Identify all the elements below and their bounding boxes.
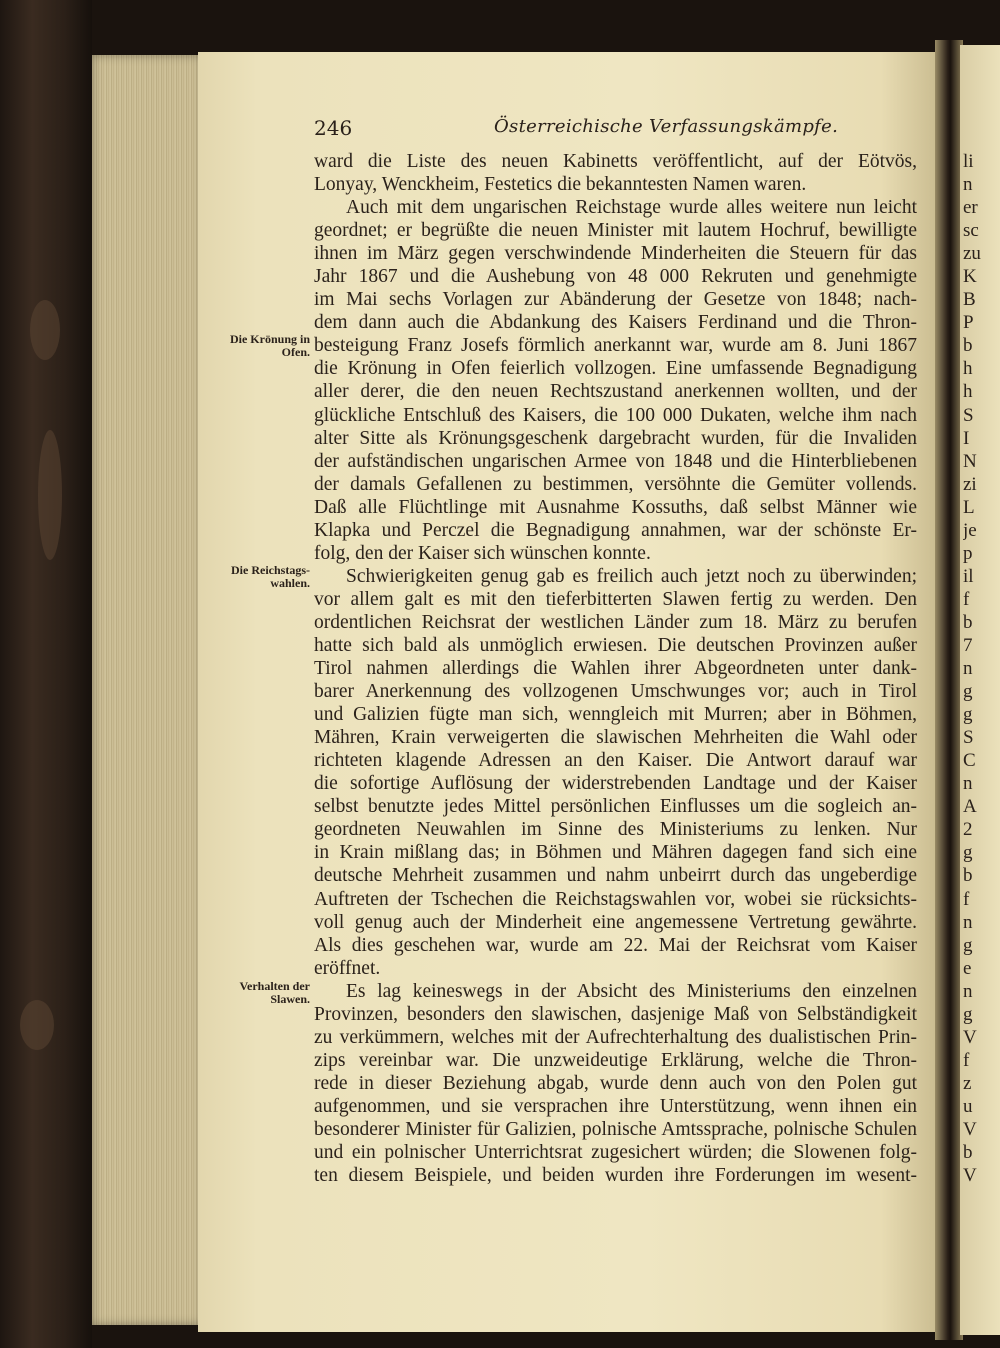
text-line: voll genug auch der Minderheit eine angemessene Vertretung gewährte. — [314, 911, 917, 933]
text-line: und Galizien fügte man sich, wenngleich mit Murren; aber in Böhmen, — [314, 704, 917, 726]
right-page-fragment: b — [963, 1142, 973, 1164]
right-page-fragment: sc — [963, 220, 979, 242]
right-page-fragment: V — [963, 1165, 977, 1187]
text-line: Schwierigkeiten genug gab es freilich auch jetzt noch zu überwinden; — [346, 565, 917, 587]
text-line: Als dies geschehen war, wurde am 22. Mai der Reichsrat vom Kaiser — [314, 934, 917, 956]
text-line: Daß alle Flüchtlinge mit Ausnahme Kossuths, daß selbst Männer wie — [314, 496, 917, 518]
text-line: aller derer, die den neuen Rechtszustand anerkennen wollten, und der — [314, 381, 917, 403]
right-page-fragment: S — [963, 404, 974, 426]
right-page-fragment: er — [963, 197, 978, 219]
right-page-fragment: K — [963, 266, 977, 288]
text-line: Auch mit dem ungarischen Reichstage wurde alles weitere nun leicht — [346, 197, 917, 219]
text-line: vor allem galt es mit den tieferbitterten Slawen fertig zu werden. Den — [314, 588, 917, 610]
right-page-fragment: b — [963, 611, 973, 633]
text-line: geordnet; er begrüßte die neuen Minister mit lautem Hochruf, bewilligte — [314, 220, 917, 242]
text-line: folg, den der Kaiser sich wünschen konnte. — [314, 542, 651, 564]
right-page-fragment: n — [963, 658, 973, 680]
text-line: selbst benutzte jedes Mittel persönlichen Einflusses um die sogleich an- — [314, 796, 917, 818]
text-line: Tirol nahmen allerdings die Wahlen ihrer Abgeordneten unter dank- — [314, 658, 917, 680]
text-line: Auftreten der Tschechen die Reichstagswahlen vor, wobei sie rücksichts- — [314, 888, 917, 910]
right-page-text-fragments — [963, 150, 1000, 1187]
right-page-fragment: n — [963, 980, 973, 1002]
text-line: in Krain mißlang das; in Böhmen und Mähren dagegen fand sich eine — [314, 842, 917, 864]
right-page-fragment: B — [963, 289, 976, 311]
book-gutter — [935, 40, 963, 1340]
text-line: zu verkümmern, welches mit der Aufrechterhaltung des dualistischen Prin- — [314, 1026, 917, 1048]
text-line: aufgenommen, und sie versprachen ihre Unterstützung, wenn ihnen ein — [314, 1095, 917, 1117]
page-number: 246 — [314, 116, 353, 140]
text-line: zips vereinbar war. Die unzweideutige Erklärung, welche die Thron- — [314, 1049, 917, 1071]
right-page-fragment: N — [963, 450, 977, 472]
text-line: alter Sitte als Krönungsgeschenk dargebracht wurden, für die Invaliden — [314, 427, 917, 449]
text-line: deutsche Mehrheit zusammen und nahm unbeirrt durch das ungeberdige — [314, 865, 917, 887]
text-line: Provinzen, besonders den slawischen, dasjenige Maß von Selbständigkeit — [314, 1003, 917, 1025]
text-line: eröffnet. — [314, 957, 381, 979]
text-line: im Mai sechs Vorlagen zur Abänderung der Gesetze von 1848; nach- — [314, 289, 917, 311]
right-page-fragment: il — [963, 565, 974, 587]
text-line: rede in dieser Beziehung abgab, wurde denn auch von den Polen gut — [314, 1072, 917, 1094]
text-line: dem dann auch die Abdankung des Kaisers Ferdinand und die Thron- — [314, 312, 917, 334]
text-line: der aufständischen ungarischen Armee von 1848 und die Hinterbliebenen — [314, 450, 917, 472]
right-page-fragment: li — [963, 151, 974, 172]
right-page-fragment: P — [963, 312, 974, 334]
right-page-fragment: A — [963, 796, 977, 818]
right-page-fragment: 2 — [963, 819, 973, 841]
text-line: Es lag keineswegs in der Absicht des Ministeriums den einzelnen — [346, 980, 917, 1002]
text-line: ihnen im März gegen verschwindende Minderheiten die Steuern für das — [314, 243, 917, 265]
right-page-fragment: g — [963, 934, 973, 956]
right-page-fragment: V — [963, 1118, 977, 1140]
running-title: Österreichische Verfassungskämpfe. — [494, 116, 839, 137]
right-page-fragment: b — [963, 335, 973, 357]
right-page-fragment: p — [963, 542, 973, 564]
text-line: ten diesem Beispiele, und beiden wurden ihre Forderungen im wesent- — [314, 1165, 917, 1187]
margin-note-slawen: Verhalten der Slawen. — [239, 979, 310, 1006]
text-line: ward die Liste des neuen Kabinetts veröffentlicht, auf der Eötvös, — [314, 151, 917, 172]
right-page-fragment: C — [963, 750, 976, 772]
right-page-fragment: zi — [963, 473, 977, 495]
right-page-fragment: 7 — [963, 634, 973, 656]
text-line: geordneten Neuwahlen im Sinne des Ministeriums zu lenken. Nur — [314, 819, 917, 841]
right-page-fragment: n — [963, 911, 973, 933]
right-page-fragment: u — [963, 1095, 973, 1117]
text-line: Klapka und Perczel die Begnadigung annahmen, war der schönste Er- — [314, 519, 917, 541]
text-line: richteten klagende Adressen an den Kaiser. Die Antwort darauf war — [314, 750, 917, 772]
right-page-fragment: g — [963, 842, 973, 864]
text-line: besonderer Minister für Galizien, polnische Amtssprache, polnische Schulen — [314, 1118, 917, 1140]
right-page-fragment: je — [963, 519, 977, 541]
right-page-fragment: z — [963, 1072, 972, 1094]
text-line: und ein polnischer Unterrichtsrat zugesichert würden; die Slowenen folg- — [314, 1142, 917, 1164]
book-cover-edge — [0, 0, 92, 1348]
text-line: Lonyay, Wenckheim, Festetics die bekanntesten Namen waren. — [314, 174, 807, 196]
right-page-fragment: f — [963, 888, 970, 910]
text-line: die sofortige Auflösung der widerstrebenden Landtage und der Kaiser — [314, 773, 917, 795]
right-page-fragment: L — [963, 496, 975, 518]
text-line: glückliche Entschluß des Kaisers, die 100 000 Dukaten, welche ihm nach — [314, 404, 917, 426]
cover-wear-mark — [38, 430, 62, 560]
right-page-fragment: f — [963, 588, 970, 610]
right-page-fragment: h — [963, 381, 973, 403]
right-page-fragment: n — [963, 773, 973, 795]
body-text — [314, 150, 917, 1187]
text-line: die Krönung in Ofen feierlich vollzogen. Eine umfassende Begnadigung — [314, 358, 917, 380]
text-line: barer Anerkennung des vollzogenen Umschwunges vor; auch in Tirol — [314, 681, 917, 703]
right-page-fragment: V — [963, 1026, 977, 1048]
right-page-fragment: zu — [963, 243, 981, 265]
margin-note-reichstagswahlen: Die Reichstags-wahlen. — [231, 563, 310, 590]
text-line: ordentlichen Reichsrat der westlichen Länder zum 18. März zu berufen — [314, 611, 917, 633]
right-page-fragment: I — [963, 427, 970, 449]
text-line: hatte sich bald als unmöglich erwiesen. Die deutschen Provinzen außer — [314, 634, 917, 656]
right-page-fragment: h — [963, 358, 973, 380]
page-stack-edges — [92, 55, 202, 1325]
right-page-fragment: n — [963, 174, 973, 196]
text-line: Mähren, Krain verweigerten die slawischen Mehrheiten die Wahl oder — [314, 727, 917, 749]
right-page-fragment: S — [963, 727, 974, 749]
cover-wear-mark — [20, 1000, 54, 1050]
text-line: Jahr 1867 und die Aushebung von 48 000 Rekruten und genehmigte — [314, 266, 917, 288]
text-line: der damals Gefallenen zu bestimmen, versöhnte die Gemüter vollends. — [314, 473, 917, 495]
margin-note-kroenung: Die Krönung in Ofen. — [229, 332, 310, 359]
right-page-fragment: e — [963, 957, 972, 979]
right-page-fragment: b — [963, 865, 973, 887]
right-page-fragment: f — [963, 1049, 970, 1071]
right-page-fragment: g — [963, 1003, 973, 1025]
text-line: besteigung Franz Josefs förmlich anerkannt war, wurde am 8. Juni 1867 — [314, 335, 917, 357]
right-page-fragment: g — [963, 704, 973, 726]
right-page-fragment: g — [963, 681, 973, 703]
cover-wear-mark — [30, 300, 60, 360]
